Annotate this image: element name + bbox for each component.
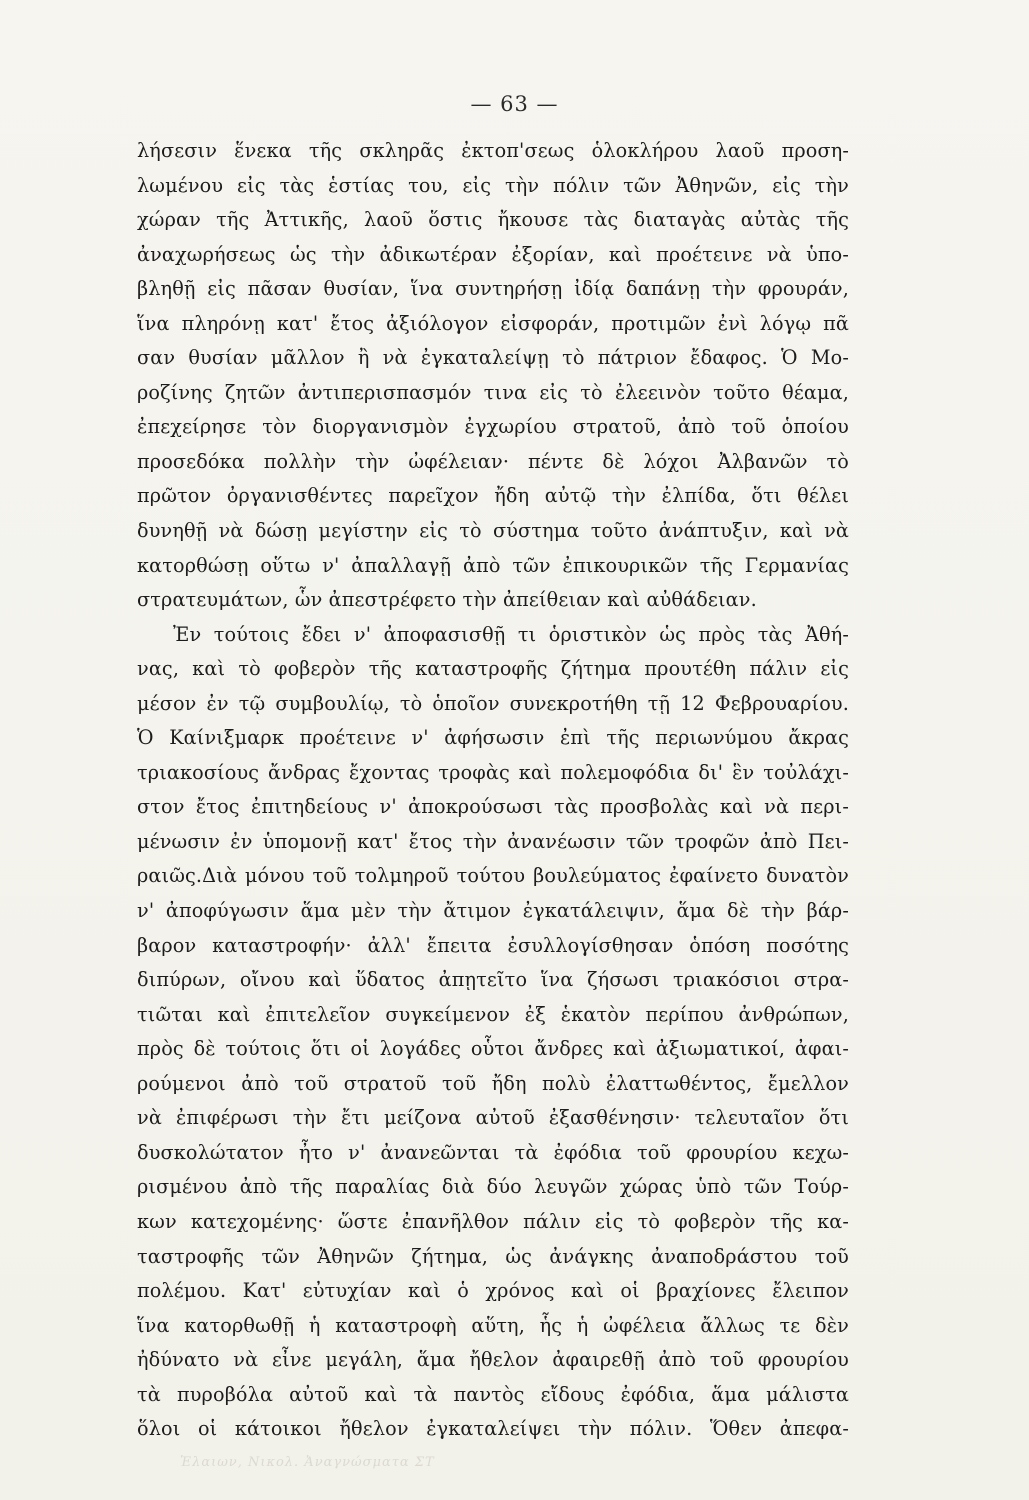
text-line: ταστροφῆς τῶν Ἀθηνῶν ζήτημα, ὡς ἀνάγκης ἀναποδράστου τοῦ xyxy=(137,1244,849,1268)
text-line: νὰ ἐπιφέρωσι τὴν ἔτι μείζονα αὐτοῦ ἐξασθένησιν· τελευταῖον ὅτι xyxy=(137,1106,849,1130)
text-line: ροζίνης ζητῶν ἀντιπερισπασμόν τινα εἰς τὸ ἐλεεινὸν τοῦτο θέαμα, xyxy=(137,380,849,404)
text-line: τριακοσίους ἄνδρας ἔχοντας τροφὰς καὶ πολεμοφόδια δι' ἓν τοὐλάχι- xyxy=(137,760,849,784)
text-line: σαν θυσίαν μᾶλλον ἢ νὰ ἐγκαταλείψῃ τὸ πάτριον ἔδαφος. Ὁ Μο- xyxy=(137,346,849,370)
text-line: πολέμου. Κατ' εὐτυχίαν καὶ ὁ χρόνος καὶ οἱ βραχίονες ἔλειπον xyxy=(137,1279,849,1303)
page-number: — 63 — xyxy=(470,92,559,116)
text-line: ρισμένου ἀπὸ τῆς παραλίας διὰ δύο λευγῶν χώρας ὑπὸ τῶν Τούρ- xyxy=(137,1175,849,1199)
text-line: ραιῶς.Διὰ μόνου τοῦ τολμηροῦ τούτου βουλεύματος ἐφαίνετο δυνατὸν xyxy=(137,864,849,888)
text-line: λήσεσιν ἕνεκα τῆς σκληρᾶς ἐκτοπ'σεως ὁλοκλήρου λαοῦ προση- xyxy=(137,139,849,162)
text-line: ἐπεχείρησε τὸν διοργανισμὸν ἐγχωρίου στρατοῦ, ἀπὸ τοῦ ὁποίου xyxy=(137,415,849,439)
text-line: μένωσιν ἐν ὑπομονῇ κατ' ἔτος τὴν ἀνανέωσιν τῶν τροφῶν ἀπὸ Πει- xyxy=(137,829,849,853)
text-line: κων κατεχομένης· ὥστε ἐπανῆλθον πάλιν εἰς τὸ φοβερὸν τῆς κα- xyxy=(137,1209,849,1233)
text-line: ἠδύνατο νὰ εἶνε μεγάλη, ἅμα ἤθελον ἀφαιρεθῇ ἀπὸ τοῦ φρουρίου xyxy=(137,1348,849,1372)
text-line: βληθῇ εἰς πᾶσαν θυσίαν, ἵνα συντηρήσῃ ἰδίᾳ δαπάνῃ τὴν φρουράν, xyxy=(137,277,849,301)
body-text xyxy=(137,134,849,1447)
text-line: βαρον καταστροφήν· ἀλλ' ἔπειτα ἐσυλλογίσθησαν ὁπόση ποσότης xyxy=(137,933,849,957)
text-line: ν' ἀποφύγωσιν ἅμα μὲν τὴν ἄτιμον ἐγκατάλειψιν, ἅμα δὲ τὴν βάρ- xyxy=(137,899,849,923)
text-line: στον ἔτος ἐπιτηδείους ν' ἀποκρούσωσι τὰς προσβολὰς καὶ νὰ περι- xyxy=(137,795,849,819)
text-line: ρούμενοι ἀπὸ τοῦ στρατοῦ τοῦ ἤδη πολὺ ἐλαττωθέντος, ἔμελλον xyxy=(137,1071,849,1095)
text-line: Ἐν τούτοις ἔδει ν' ἀποφασισθῇ τι ὁριστικὸν ὡς πρὸς τὰς Ἀθή- xyxy=(173,622,849,646)
text-line: νας, καὶ τὸ φοβερὸν τῆς καταστροφῆς ζήτημα προυτέθη πάλιν εἰς xyxy=(137,657,849,681)
text-line: τιῶται καὶ ἐπιτελεῖον συγκείμενον ἐξ ἑκατὸν περίπου ἀνθρώπων, xyxy=(137,1002,849,1026)
text-line: ἀναχωρήσεως ὡς τὴν ἀδικωτέραν ἐξορίαν, καὶ προέτεινε νὰ ὑπο- xyxy=(137,242,849,266)
text-line: μέσον ἐν τῷ συμβουλίῳ, τὸ ὁποῖον συνεκροτήθη τῇ 12 Φεβρουαρίου. xyxy=(137,691,849,715)
text-line: πρῶτον ὀργανισθέντες παρεῖχον ἤδη αὐτῷ τὴν ἐλπίδα, ὅτι θέλει xyxy=(137,484,849,508)
text-line: διπύρων, οἴνου καὶ ὕδατος ἀπῃτεῖτο ἵνα ζήσωσι τριακόσιοι στρα- xyxy=(137,968,849,992)
text-line: προσεδόκα πολλὴν τὴν ὠφέλειαν· πέντε δὲ λόχοι Ἀλβανῶν τὸ xyxy=(137,449,849,473)
text-line: χώραν τῆς Ἀττικῆς, λαοῦ ὅστις ἤκουσε τὰς διαταγὰς αὐτὰς τῆς xyxy=(137,208,849,232)
text-line: δυνηθῇ νὰ δώσῃ μεγίστην εἰς τὸ σύστημα τοῦτο ἀνάπτυξιν, καὶ νὰ xyxy=(137,519,849,543)
text-line: ἵνα πληρόνῃ κατ' ἔτος ἀξιόλογον εἰσφοράν, προτιμῶν ἐνὶ λόγῳ πᾶ xyxy=(137,311,849,335)
text-line: πρὸς δὲ τούτοις ὅτι οἱ λογάδες οὗτοι ἄνδρες καὶ ἀξιωματικοί, ἀφαι- xyxy=(137,1037,849,1061)
text-line: τὰ πυροβόλα αὐτοῦ καὶ τὰ παντὸς εἴδους ἐφόδια, ἅμα μάλιστα xyxy=(137,1382,849,1406)
text-line: ἵνα κατορθωθῇ ἡ καταστροφὴ αὕτη, ἧς ἡ ὠφέλεια ἄλλως τε δὲν xyxy=(137,1313,849,1337)
text-line: λωμένου εἰς τὰς ἑστίας του, εἰς τὴν πόλιν τῶν Ἀθηνῶν, εἰς τὴν xyxy=(137,173,849,197)
text-line: κατορθώσῃ οὕτω ν' ἀπαλλαγῇ ἀπὸ τῶν ἐπικουρικῶν τῆς Γερμανίας xyxy=(137,553,849,577)
text-line: δυσκολώτατον ἦτο ν' ἀνανεῶνται τὰ ἐφόδια τοῦ φρουρίου κεχω- xyxy=(137,1140,849,1164)
show-through-text: Ἐλαιων, Νικολ. Ἀναγνώσματα ΣΤ xyxy=(180,1455,435,1470)
text-line: στρατευμάτων, ὧν ἀπεστρέφετο τὴν ἀπείθειαν καὶ αὐθάδειαν. xyxy=(137,588,757,612)
text-line: Ὁ Καίνιξμαρκ προέτεινε ν' ἀφήσωσιν ἐπὶ τῆς περιωνύμου ἄκρας xyxy=(137,726,849,750)
text-line: ὅλοι οἱ κάτοικοι ἤθελον ἐγκαταλείψει τὴν πόλιν. Ὅθεν ἀπεφα- xyxy=(137,1417,849,1441)
